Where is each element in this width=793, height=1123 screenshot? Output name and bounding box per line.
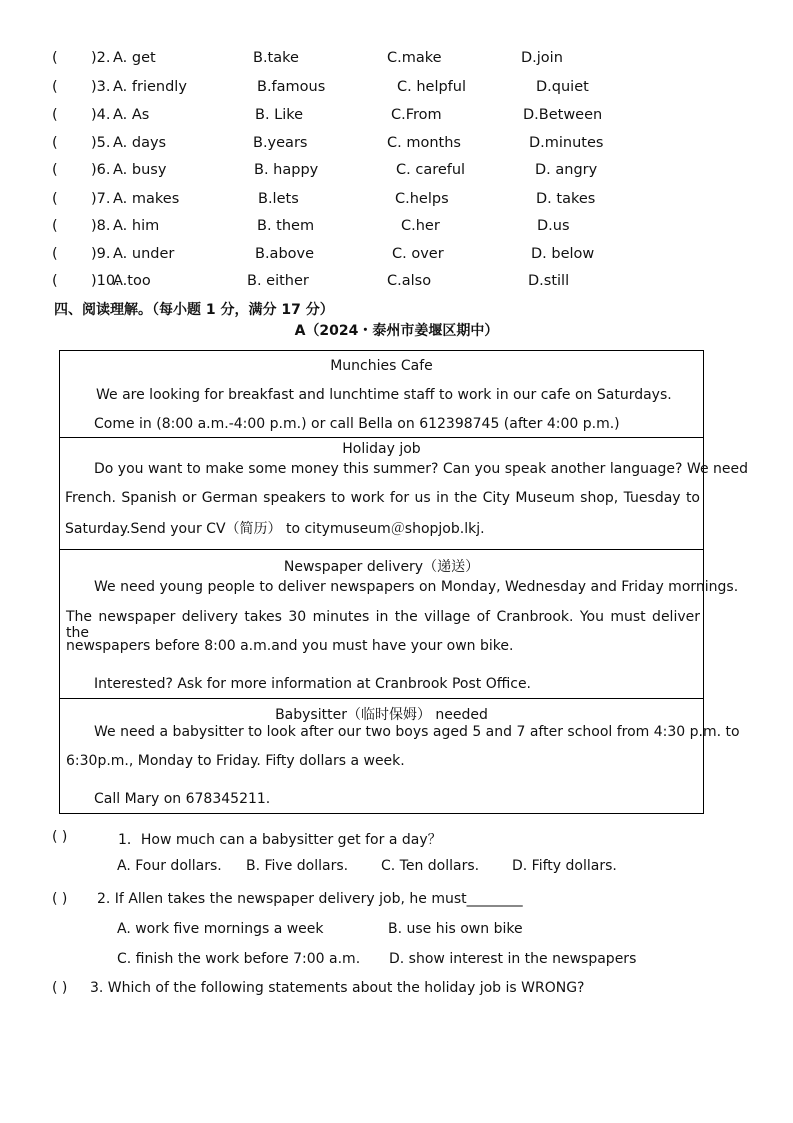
- question-number: )2.: [91, 50, 111, 66]
- answer-blank-open[interactable]: (: [52, 50, 58, 66]
- answer-blank-open[interactable]: (: [52, 162, 58, 178]
- option-c: C. months: [387, 135, 461, 151]
- option-b: B. use his own bike: [388, 921, 523, 937]
- option-a: A. makes: [113, 191, 180, 207]
- option-d: D. below: [531, 246, 595, 262]
- option-b: B.lets: [258, 191, 299, 207]
- passage-a-heading: A（2024・泰州市姜堰区期中）: [294, 323, 499, 339]
- option-a: A. friendly: [113, 79, 187, 95]
- question-number: )7.: [91, 191, 111, 207]
- ad-babysitter: [60, 699, 740, 813]
- ad-text: Interested? Ask for more information at Cranbrook Post Office.: [94, 676, 532, 692]
- ad-text: Do you want to make some money this summer? Can you speak another language? We need: [94, 461, 748, 477]
- question-number: )4.: [91, 107, 111, 123]
- option-c: C.From: [391, 107, 442, 123]
- answer-blank-open[interactable]: (: [52, 191, 58, 207]
- ad-text: We need young people to deliver newspapers on Monday, Wednesday and Friday mornings.: [94, 579, 739, 595]
- answer-blank-open[interactable]: (: [52, 218, 58, 234]
- option-c: C. Ten dollars.: [381, 858, 480, 874]
- option-d: D.Between: [523, 107, 603, 123]
- option-a: A. As: [113, 107, 150, 123]
- question-stem: 1．How much can a babysitter get for a day？: [118, 832, 442, 848]
- option-b: B.take: [253, 50, 299, 66]
- option-c: C. over: [392, 246, 444, 262]
- ad-text: newspapers before 8:00 a.m.and you must have your own bike.: [66, 638, 514, 654]
- answer-blank-open[interactable]: (: [52, 107, 58, 123]
- question-stem: 2. If Allen takes the newspaper delivery job, he must________: [97, 891, 523, 907]
- question-number: )10.: [91, 273, 120, 289]
- option-d: D.quiet: [536, 79, 589, 95]
- question-number: )8.: [91, 218, 111, 234]
- option-a: A. Four dollars.: [117, 858, 222, 874]
- option-c: C. finish the work before 7:00 a.m.: [117, 951, 361, 967]
- ad-holiday-job: [60, 438, 748, 550]
- option-b: B. them: [257, 218, 315, 234]
- option-d: D.us: [537, 218, 570, 234]
- option-a: A.too: [113, 273, 151, 289]
- ad-text: We are looking for breakfast and lunchtime staff to work in our cafe on Saturdays.: [96, 387, 672, 403]
- option-b: B.above: [255, 246, 315, 262]
- option-a: A. under: [113, 246, 175, 262]
- ad-title: Babysitter（临时保姆） needed: [275, 707, 488, 723]
- option-c: C.her: [401, 218, 440, 234]
- option-b: B. either: [247, 273, 309, 289]
- option-c: C.make: [387, 50, 442, 66]
- option-d: D.join: [521, 50, 563, 66]
- option-d: D.minutes: [529, 135, 604, 151]
- ad-title: Newspaper delivery（递送）: [283, 559, 480, 575]
- answer-blank-open[interactable]: (: [52, 273, 58, 289]
- option-b: B.famous: [257, 79, 326, 95]
- ad-title: Munchies Cafe: [330, 358, 433, 374]
- question-number: )5.: [91, 135, 111, 151]
- answer-blank[interactable]: ( ): [52, 829, 68, 845]
- ad-text: Call Mary on 678345211.: [94, 791, 271, 807]
- option-d: D. takes: [536, 191, 596, 207]
- answer-blank[interactable]: ( ): [52, 891, 68, 907]
- ad-text: 6:30p.m., Monday to Friday. Fifty dollars a week.: [66, 753, 405, 769]
- ad-text: We need a babysitter to look after our two boys aged 5 and 7 after school from 4:30 p.m. to: [94, 724, 740, 740]
- reading-section-heading: 四、阅读理解。（每小题 1 分，满分 17 分）: [54, 302, 334, 318]
- option-c: C.also: [387, 273, 432, 289]
- option-d: D.still: [528, 273, 570, 289]
- option-a: A. him: [113, 218, 160, 234]
- ad-text: Saturday.Send your CV（简历） to citymuseum＠shopjob.lkj.: [65, 521, 485, 537]
- option-a: A. busy: [113, 162, 167, 178]
- answer-blank-open[interactable]: (: [52, 246, 58, 262]
- option-b: B.years: [253, 135, 308, 151]
- ad-munchies-cafe: [60, 351, 703, 438]
- option-d: D. show interest in the newspapers: [389, 951, 637, 967]
- option-a: A. work five mornings a week: [117, 921, 324, 937]
- option-c: C. careful: [396, 162, 466, 178]
- option-c: C. helpful: [397, 79, 467, 95]
- ad-text: Come in (8:00 a.m.-4:00 p.m.) or call Bella on 612398745 (after 4:00 p.m.): [94, 416, 620, 432]
- question-number: )6.: [91, 162, 111, 178]
- option-b: B. Five dollars.: [246, 858, 349, 874]
- option-a: A. days: [113, 135, 167, 151]
- option-b: B. happy: [254, 162, 319, 178]
- answer-blank-open[interactable]: (: [52, 79, 58, 95]
- option-d: D. angry: [535, 162, 598, 178]
- question-number: )3.: [91, 79, 111, 95]
- option-c: C.helps: [395, 191, 449, 207]
- answer-blank-open[interactable]: (: [52, 135, 58, 151]
- ad-text: French. Spanish or German speakers to work for us in the City Museum shop, Tuesday to: [65, 490, 700, 506]
- question-stem: 3. Which of the following statements about the holiday job is WRONG?: [90, 980, 585, 996]
- job-ads-table: [59, 350, 748, 814]
- answer-blank[interactable]: ( ): [52, 980, 68, 996]
- ad-title: Holiday job: [342, 441, 421, 457]
- ad-newspaper-delivery: [60, 550, 739, 699]
- ad-text: The newspaper delivery takes 30 minutes in the village of Cranbrook. You must deliver the: [66, 609, 700, 641]
- option-b: B. Like: [255, 107, 304, 123]
- option-a: A. get: [113, 50, 156, 66]
- question-number: )9.: [91, 246, 111, 262]
- option-d: D. Fifty dollars.: [512, 858, 617, 874]
